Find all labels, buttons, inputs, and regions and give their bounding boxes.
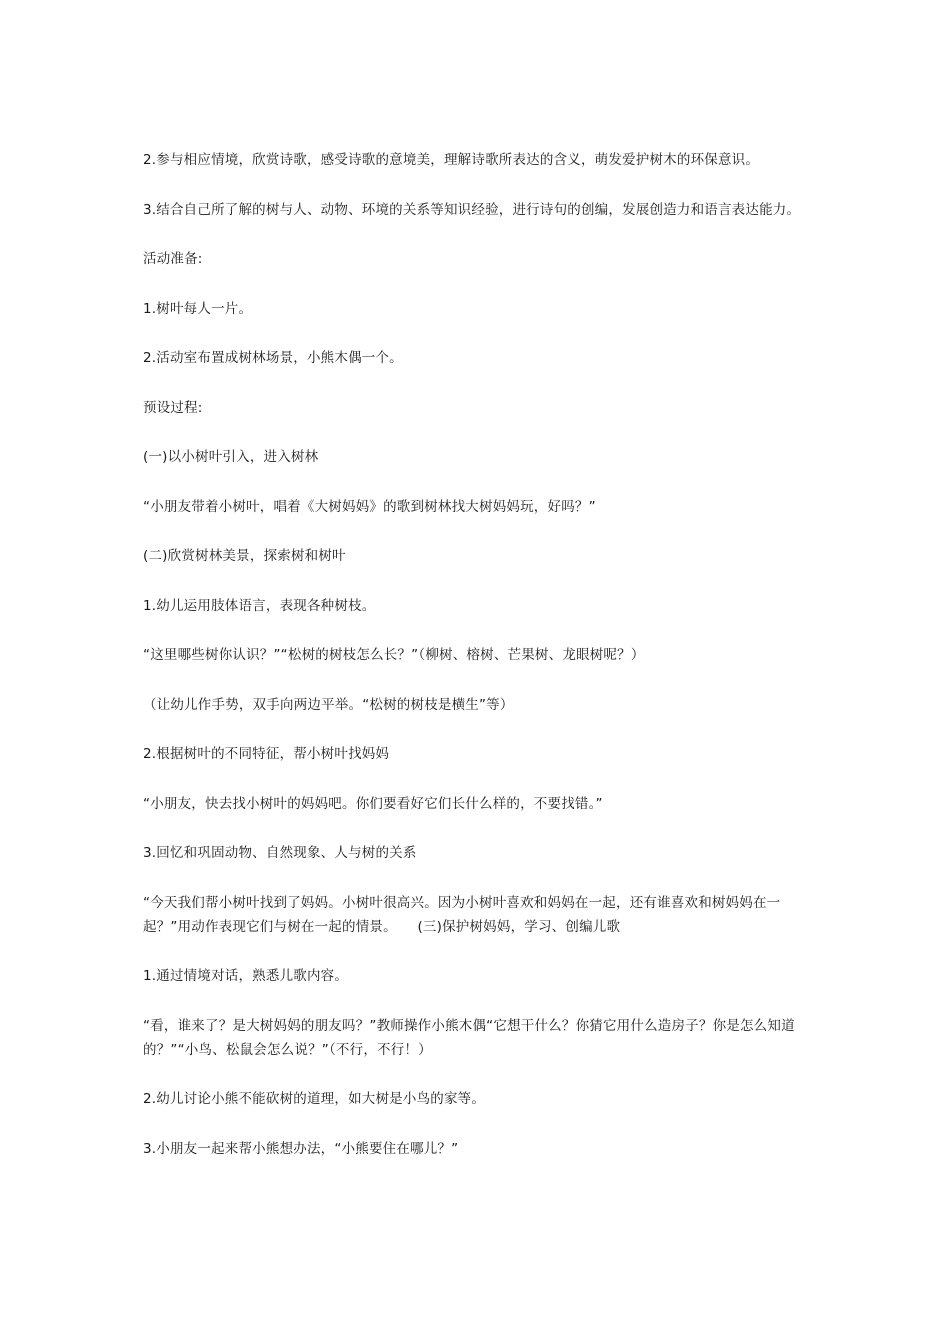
section-2-heading: (二)欣赏树林美景，探索树和树叶 <box>143 548 346 564</box>
section-2-step-3: 3.回忆和巩固动物、自然现象、人与树的关系 <box>143 845 417 861</box>
goal-2-paragraph: 2.参与相应情境，欣赏诗歌，感受诗歌的意境美，理解诗歌所表达的含义，萌发爱护树木的环保意识。 <box>143 152 760 168</box>
preparation-item-1: 1.树叶每人一片。 <box>143 300 253 317</box>
section-1-heading: (一)以小树叶引入，进入树林 <box>143 449 319 465</box>
section-3-step-1: 1.通过情境对话，熟悉儿歌内容。 <box>143 968 349 984</box>
preparation-heading: 活动准备: <box>143 251 203 267</box>
section-2-step-1-note: （让幼儿作手势，双手向两边平举。“松树的树枝是横生”等） <box>143 696 514 713</box>
section-3-step-2: 2.幼儿讨论小熊不能砍树的道理，如大树是小鸟的家等。 <box>143 1091 486 1107</box>
section-2-step-2-quote: “小朋友，快去找小树叶的妈妈吧。你们要看好它们长什么样的，不要找错。” <box>143 795 603 812</box>
preparation-item-2: 2.活动室布置成树林场景，小熊木偶一个。 <box>143 350 403 366</box>
section-3-step-3: 3.小朋友一起来帮小熊想办法，“小熊要住在哪儿？” <box>143 1140 459 1157</box>
process-heading: 预设过程: <box>143 399 203 416</box>
section-3-step-1-quote: “看，谁来了？是大树妈妈的朋友吗？”教师操作小熊木偶“它想干什么？你猜它用什么造房子？你是怎么知道的？”“小鸟、松鼠会怎么说？”（不行，不行！） <box>143 1017 795 1058</box>
section-1-quote: “小朋友带着小树叶，唱着《大树妈妈》的歌到树林找大树妈妈玩，好吗？” <box>143 498 596 515</box>
document-page <box>143 148 813 1186</box>
section-2-step-1: 1.幼儿运用肢体语言，表现各种树枝。 <box>143 597 376 614</box>
section-2-step-1-quote: “这里哪些树你认识？”“松树的树枝怎么长？”（柳树、榕树、芒果树、龙眼树呢？） <box>143 647 645 663</box>
goal-3-paragraph: 3.结合自己所了解的树与人、动物、环境的关系等知识经验，进行诗句的创编，发展创造力和语言表达能力。 <box>143 201 801 218</box>
section-2-step-2: 2.根据树叶的不同特征，帮小树叶找妈妈 <box>143 746 390 762</box>
section-2-step-3-quote: “今天我们帮小树叶找到了妈妈。小树叶很高兴。因为小树叶喜欢和妈妈在一起，还有谁喜欢和树妈妈在一起？”用动作表现它们与树在一起的情景。 (三)保护树妈妈，学习、创编儿歌 <box>143 894 781 935</box>
